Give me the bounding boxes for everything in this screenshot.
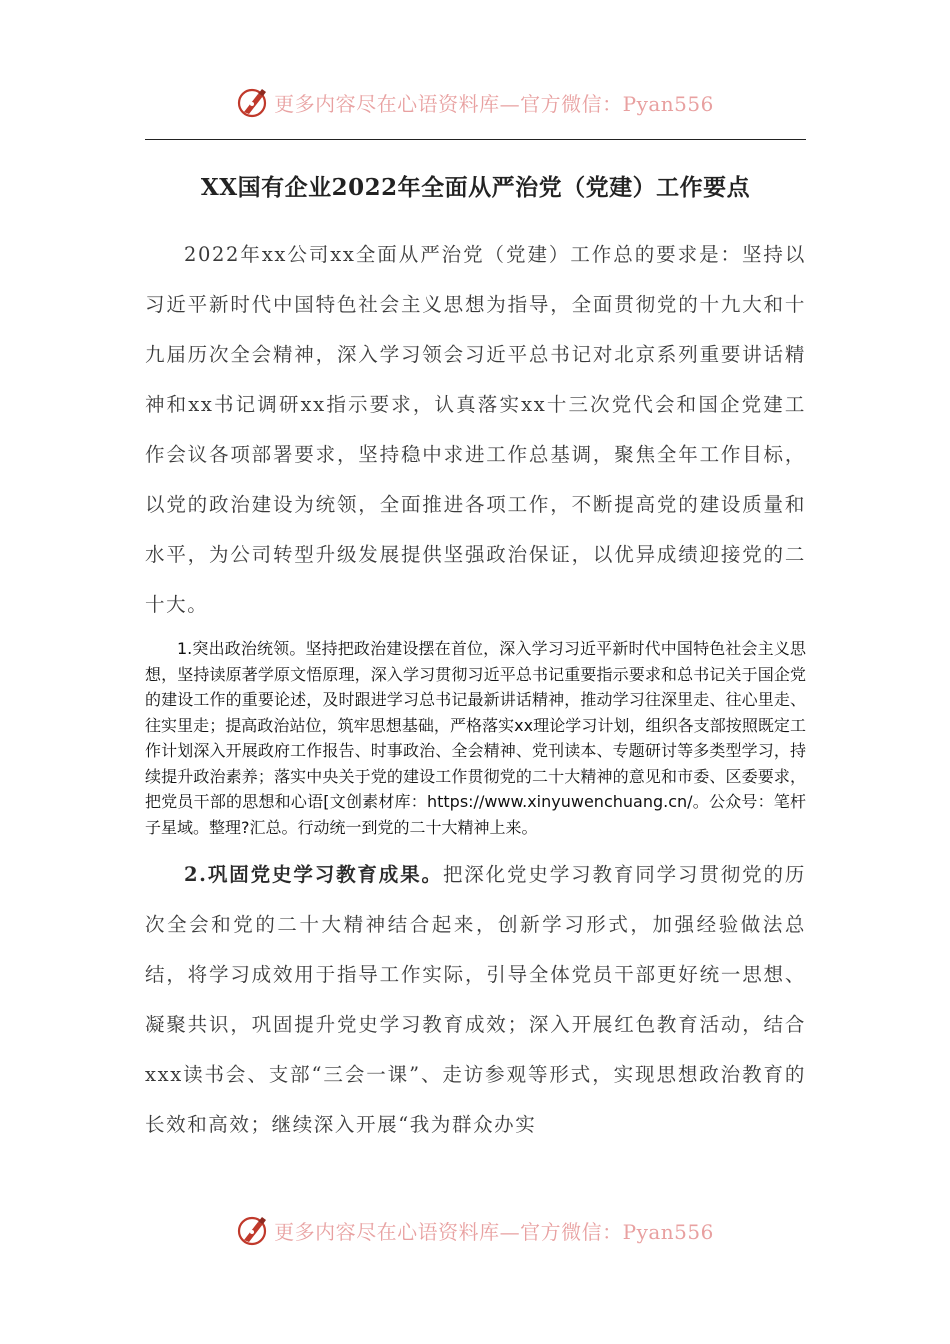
intro-paragraph: 2022年xx公司xx全面从严治党（党建）工作总的要求是：坚持以习近平新时代中国特色社会主义思想为指导，全面贯彻党的十九大和十九届历次全会精神，深入学习领会习近平总书记对北京系列重要讲话精神和xx书记调研xx指示要求，认真落实xx十三次党代会和国企党建工作会议各项部署要求，坚持稳中求进工作总基调，聚焦全年工作目标，以党的政治建设为统领，全面推进各项工作，不断提高党的建设质量和水平，为公司转型升级发展提供坚强政治保证，以优异成绩迎接党的二十大。 <box>145 243 806 616</box>
pen-nib-logo-icon <box>236 85 270 119</box>
header-divider <box>145 139 806 140</box>
footer-banner-text: 更多内容尽在心语资料库—官方微信：Pyan556 <box>274 1219 714 1244</box>
section-1-paragraph: 1.突出政治统领。坚持把政治建设摆在首位，深入学习习近平新时代中国特色社会主义思想，坚持读原著学原文悟原理，深入学习贯彻习近平总书记重要指示要求和总书记关于国企党的建设工作的重要论述，及时跟进学习总书记最新讲话精神，推动学习往深里走、往心里走、往实里走；提高政治站位，筑牢思想基础，严格落实xx理论学习计划，组织各支部按照既定工作计划深入开展政府工作报告、时事政治、全会精神、党刊读本、专题研讨等多类型学习，持续提升政治素养；落实中央关于党的建设工作贯彻党的二十大精神的意见和市委、区委要求，把党员干部的思想和心语[文创素材库：https://www.xinyuwenchuang.cn/。公众号：笔杆子星域。整理?汇总。行动统一到党的二十大精神上来。 <box>145 639 806 837</box>
document-body <box>145 158 806 1150</box>
section-2-paragraph <box>145 850 806 1150</box>
header-banner <box>0 80 950 124</box>
footer-banner-inner <box>236 1213 714 1247</box>
header-banner-text: 更多内容尽在心语资料库—官方微信：Pyan556 <box>274 91 714 116</box>
header-banner-inner <box>236 85 714 119</box>
footer-banner <box>0 1208 950 1252</box>
document-title: XX国有企业2022年全面从严治党（党建）工作要点 <box>200 174 751 201</box>
pen-nib-logo-icon <box>236 1213 270 1247</box>
section-2-body: 把深化党史学习教育同学习贯彻党的历次全会和党的二十大精神结合起来，创新学习形式，加强经验做法总结，将学习成效用于指导工作实际，引导全体党员干部更好统一思想、凝聚共识，巩固提升党史学习教育成效；深入开展红色教育活动，结合xxx读书会、支部“三会一课”、走访参观等形式，实现思想政治教育的长效和高效；继续深入开展“我为群众办实 <box>145 863 806 1136</box>
section-2-heading: 2.巩固党史学习教育成果。 <box>184 863 443 886</box>
